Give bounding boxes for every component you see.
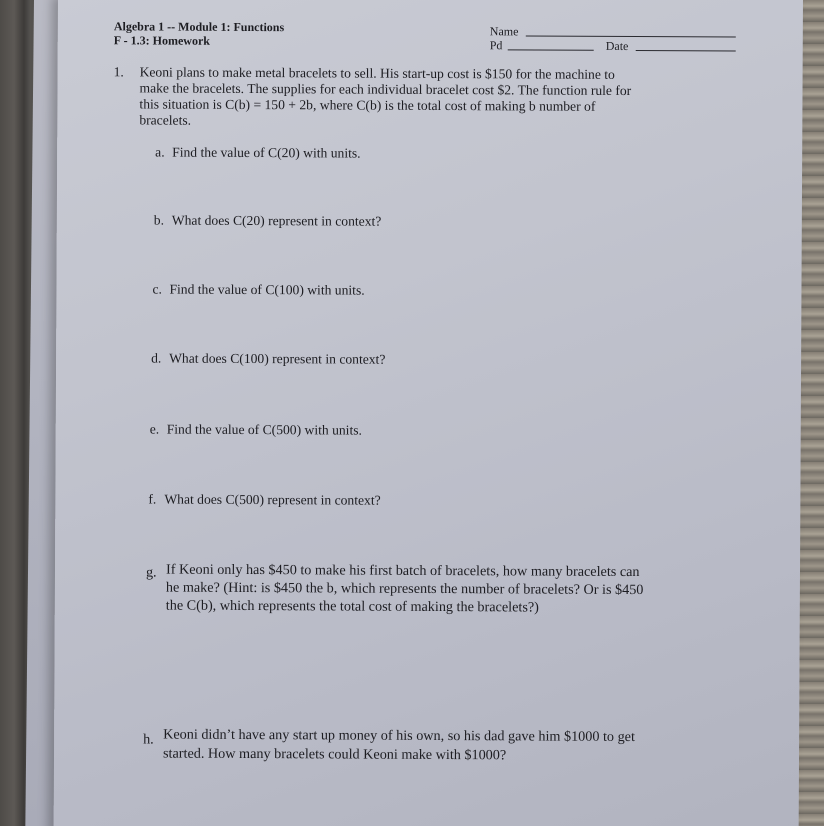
date-field[interactable] [636, 50, 736, 52]
question-d-letter: d. [151, 350, 162, 366]
problem-line-2: make the bracelets. The supplies for each individual bracelet cost $2. The function rule for [139, 80, 632, 99]
question-h-line-1: Keoni didn’t have any start up money of his own, so his dad gave him $1000 to get [163, 726, 635, 746]
question-g-line-2: he make? (Hint: is $450 the b, which represents the number of bracelets? Or is $450 [165, 579, 644, 599]
question-h-line-2: started. How many bracelets could Keoni make with $1000? [162, 745, 507, 764]
period-label: Pd [489, 38, 503, 53]
question-g-line-1: If Keoni only has $450 to make his first batch of bracelets, how many bracelets can [165, 561, 640, 581]
date-label: Date [605, 38, 629, 53]
question-c-letter: c. [152, 281, 162, 297]
problem-line-3: this situation is C(b) = 150 + 2b, where C(b) is the total cost of making b number of [139, 96, 596, 114]
assignment-title: F - 1.3: Homework [113, 33, 211, 48]
question-a-text: Find the value of C(20) with units. [172, 144, 361, 161]
question-e-letter: e. [149, 421, 160, 437]
name-label: Name [489, 24, 519, 39]
question-f-text: What does C(500) represent in context? [164, 491, 381, 508]
question-f-letter: f. [148, 491, 157, 507]
question-b-letter: b. [153, 212, 165, 228]
worksheet-page [54, 0, 803, 826]
question-d-text: What does C(100) represent in context? [169, 350, 386, 367]
question-a-letter: a. [155, 144, 165, 160]
name-field[interactable] [526, 35, 736, 37]
question-h-letter: h. [143, 731, 154, 748]
problem-line-1: Keoni plans to make metal bracelets to sell. His start-up cost is $150 for the machine to [139, 64, 615, 82]
question-g-line-3: the C(b), which represents the total cost of making the bracelets?) [165, 597, 539, 616]
question-e-text: Find the value of C(500) with units. [166, 421, 362, 438]
problem-number: 1. [113, 64, 124, 80]
period-field[interactable] [508, 49, 594, 50]
problem-line-4: bracelets. [139, 112, 192, 128]
question-g-letter: g. [145, 564, 157, 581]
course-title: Algebra 1 -- Module 1: Functions [113, 19, 285, 35]
question-b-text: What does C(20) represent in context? [171, 212, 382, 229]
question-c-text: Find the value of C(100) with units. [169, 281, 365, 298]
